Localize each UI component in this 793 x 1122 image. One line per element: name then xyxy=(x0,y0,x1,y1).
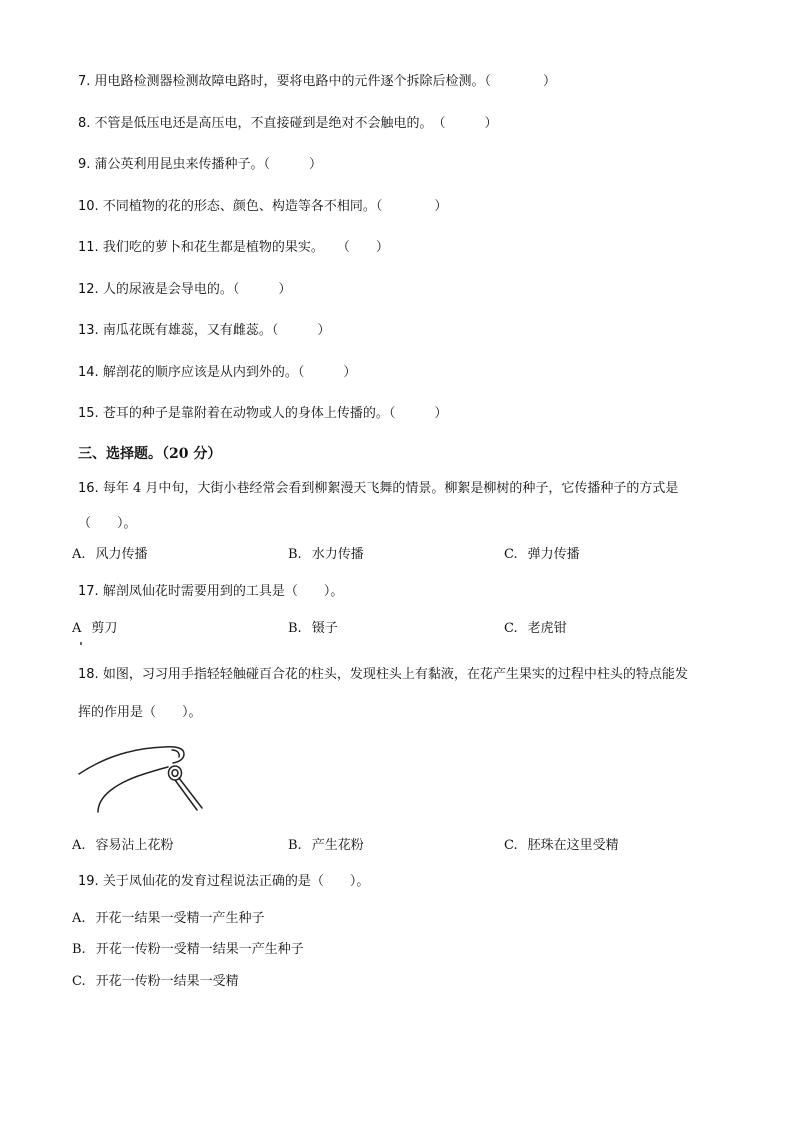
q18-option-a xyxy=(72,838,174,854)
option-letter: A. xyxy=(72,547,86,562)
q17-option-c xyxy=(504,621,567,637)
tf-item-9 xyxy=(78,157,322,173)
q16-option-b xyxy=(288,547,364,563)
option-text: 开花一结果一受精一产生种子 xyxy=(95,911,265,926)
q17-option-b xyxy=(288,621,338,637)
q18-option-b xyxy=(288,838,364,854)
item-number: 15. xyxy=(78,406,99,421)
option-letter: B. xyxy=(288,621,302,636)
option-letter: C. xyxy=(504,838,518,853)
q19-option-a xyxy=(72,911,265,927)
tf-item-8 xyxy=(78,116,498,132)
item-text: 用电路检测器检测故障电路时，要将电路中的元件逐个拆除后检测。（ ） xyxy=(94,74,557,89)
option-letter: A. xyxy=(72,911,86,926)
option-text: 容易沾上花粉 xyxy=(95,838,174,853)
q19-option-b xyxy=(72,942,304,958)
option-text: 风力传播 xyxy=(95,547,148,562)
q19-line xyxy=(78,874,369,890)
tf-item-12 xyxy=(78,282,291,298)
q18-line1 xyxy=(78,667,688,683)
item-text: 不同植物的花的形态、颜色、构造等各不相同。（ ） xyxy=(102,199,448,214)
tf-item-13 xyxy=(78,323,330,339)
option-letter: C. xyxy=(504,621,518,636)
q17-line xyxy=(78,584,343,600)
option-text: 胚珠在这里受精 xyxy=(527,838,619,853)
option-letter: C. xyxy=(72,974,86,989)
option-text: 开花一传粉一受精一结果一产生种子 xyxy=(95,942,304,957)
item-number: 8. xyxy=(78,116,91,131)
option-text: 剪刀 xyxy=(91,621,118,636)
section-title: 三、选择题。（20 分） xyxy=(78,446,222,462)
item-text: 关于凤仙花的发育过程说法正确的是（ ）。 xyxy=(102,874,370,889)
item-number: 13. xyxy=(78,323,99,338)
q18-option-c xyxy=(504,838,619,854)
item-number: 14. xyxy=(78,365,99,380)
item-text: 蒲公英利用昆虫来传播种子。（ ） xyxy=(94,157,323,172)
q16-option-c xyxy=(504,547,580,563)
item-number: 18. xyxy=(78,667,99,682)
q19-option-c xyxy=(72,974,239,990)
item-number: 16. xyxy=(78,481,99,496)
q16-option-a xyxy=(72,547,148,563)
item-text: 解剖凤仙花时需要用到的工具是（ ）。 xyxy=(102,584,344,599)
item-number: 12. xyxy=(78,282,99,297)
item-text: 人的尿液是会导电的。（ ） xyxy=(102,282,292,297)
tf-item-15 xyxy=(78,406,447,422)
item-text: 我们吃的萝卜和花生都是植物的果实。 （ ） xyxy=(102,240,389,255)
item-text: 苍耳的种子是靠附着在动物或人的身体上传播的。（ ） xyxy=(102,406,448,421)
scan-mark xyxy=(80,642,82,645)
tf-item-11 xyxy=(78,240,389,256)
item-text: 如图，习习用手指轻轻触碰百合花的柱头，发现柱头上有黏液，在花产生果实的过程中柱头的特点能发 xyxy=(102,667,688,682)
tf-item-14 xyxy=(78,365,356,381)
tf-item-7 xyxy=(78,74,556,90)
q16-line1 xyxy=(78,481,678,497)
item-number: 7. xyxy=(78,74,91,89)
option-letter: B. xyxy=(288,547,302,562)
option-letter: B. xyxy=(288,838,302,853)
finger-touching-stigma-illustration xyxy=(76,738,208,814)
option-letter: A. xyxy=(72,838,86,853)
option-letter: A xyxy=(72,621,82,636)
item-text: 不管是低压电还是高压电，不直接碰到是绝对不会触电的。 （ ） xyxy=(94,116,498,131)
option-text: 水力传播 xyxy=(311,547,364,562)
item-text: 每年 4 月中旬，大街小巷经常会看到柳絮漫天飞舞的情景。柳絮是柳树的种子，它传播种子的方式是 xyxy=(102,481,679,496)
option-letter: B. xyxy=(72,942,86,957)
item-number: 11. xyxy=(78,240,99,255)
q16-line2: （ ）。 xyxy=(78,516,137,531)
option-text: 镊子 xyxy=(311,621,338,636)
option-text: 老虎钳 xyxy=(527,621,567,636)
item-text: 解剖花的顺序应该是从内到外的。（ ） xyxy=(102,365,357,380)
item-number: 17. xyxy=(78,584,99,599)
tf-item-10 xyxy=(78,199,447,215)
item-number: 19. xyxy=(78,874,99,889)
option-text: 产生花粉 xyxy=(311,838,364,853)
option-letter: C. xyxy=(504,547,518,562)
option-text: 弹力传播 xyxy=(527,547,580,562)
q18-line2: 挥的作用是（ ）。 xyxy=(78,705,202,720)
item-text: 南瓜花既有雄蕊，又有雌蕊。（ ） xyxy=(102,323,331,338)
q17-option-a xyxy=(72,621,117,637)
item-number: 9. xyxy=(78,157,91,172)
option-text: 开花一传粉一结果一受精 xyxy=(95,974,239,989)
item-number: 10. xyxy=(78,199,99,214)
